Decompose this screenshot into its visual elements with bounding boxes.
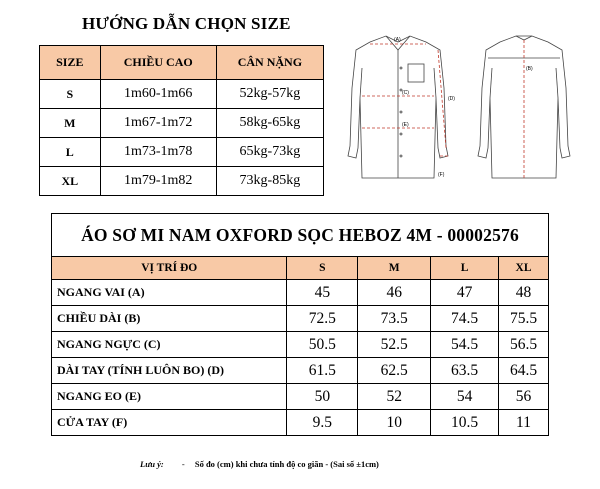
size-l-header: L <box>431 257 499 280</box>
value-m-cell: 52 <box>358 384 431 410</box>
value-xl-cell: 56.5 <box>499 332 549 358</box>
value-l-cell: 10.5 <box>431 410 499 436</box>
size-chart-header <box>40 46 324 80</box>
value-l-cell: 47 <box>431 280 499 306</box>
value-s-cell: 50 <box>287 384 358 410</box>
label-f: (F) <box>438 172 445 178</box>
height-cell: 1m79-1m82 <box>100 167 216 196</box>
measurement-header <box>52 257 549 280</box>
size-header: SIZE <box>40 46 101 80</box>
position-header: VỊ TRÍ ĐO <box>52 257 287 280</box>
note-tolerance: (Sai số ±1cm) <box>330 459 379 469</box>
size-xl-header: XL <box>499 257 549 280</box>
size-cell: XL <box>40 167 101 196</box>
position-cell: NGANG VAI (A) <box>52 280 287 306</box>
value-l-cell: 74.5 <box>431 306 499 332</box>
size-m-header: M <box>358 257 431 280</box>
value-m-cell: 46 <box>358 280 431 306</box>
position-cell: NGANG EO (E) <box>52 384 287 410</box>
value-xl-cell: 75.5 <box>499 306 549 332</box>
value-xl-cell: 11 <box>499 410 549 436</box>
table-row <box>52 384 549 410</box>
note-text: Số đo (cm) khi chưa tính độ co giãn - <box>194 459 329 469</box>
value-l-cell: 54 <box>431 384 499 410</box>
height-header: CHIỀU CAO <box>100 46 216 80</box>
table-row <box>52 280 549 306</box>
value-m-cell: 73.5 <box>358 306 431 332</box>
value-s-cell: 72.5 <box>287 306 358 332</box>
value-xl-cell: 56 <box>499 384 549 410</box>
shirt-front-illustration <box>348 36 448 178</box>
shirt-measurement-diagram <box>340 28 595 198</box>
position-cell: CHIỀU DÀI (B) <box>52 306 287 332</box>
guide-title: HƯỚNG DẪN CHỌN SIZE <box>82 14 291 33</box>
position-cell: DÀI TAY (TÍNH LUÔN BO) (D) <box>52 358 287 384</box>
value-s-cell: 9.5 <box>287 410 358 436</box>
footnote <box>140 459 379 469</box>
position-cell: CỬA TAY (F) <box>52 410 287 436</box>
value-s-cell: 45 <box>287 280 358 306</box>
height-cell: 1m60-1m66 <box>100 80 216 109</box>
table-row <box>52 410 549 436</box>
label-c: (C) <box>402 90 409 96</box>
table-row <box>40 167 324 196</box>
table-row <box>40 109 324 138</box>
note-dash: - <box>181 459 185 469</box>
value-xl-cell: 48 <box>499 280 549 306</box>
weight-header: CÂN NẶNG <box>216 46 323 80</box>
size-s-header: S <box>287 257 358 280</box>
label-e: (E) <box>402 122 409 128</box>
measurement-table <box>51 213 549 436</box>
position-cell: NGANG NGỰC (C) <box>52 332 287 358</box>
value-m-cell: 10 <box>358 410 431 436</box>
weight-cell: 52kg-57kg <box>216 80 323 109</box>
size-cell: M <box>40 109 101 138</box>
value-s-cell: 61.5 <box>287 358 358 384</box>
size-cell: S <box>40 80 101 109</box>
label-d: (D) <box>448 96 455 102</box>
product-title: ÁO SƠ MI NAM OXFORD SỌC HEBOZ 4M - 00002576 <box>52 214 549 257</box>
height-cell: 1m73-1m78 <box>100 138 216 167</box>
table-row <box>52 332 549 358</box>
table-row <box>52 306 549 332</box>
label-a: (A) <box>394 37 401 43</box>
weight-cell: 58kg-65kg <box>216 109 323 138</box>
value-s-cell: 50.5 <box>287 332 358 358</box>
value-l-cell: 54.5 <box>431 332 499 358</box>
value-m-cell: 62.5 <box>358 358 431 384</box>
value-m-cell: 52.5 <box>358 332 431 358</box>
value-l-cell: 63.5 <box>431 358 499 384</box>
value-xl-cell: 64.5 <box>499 358 549 384</box>
height-cell: 1m67-1m72 <box>100 109 216 138</box>
size-chart-table <box>39 45 324 196</box>
table-row <box>40 138 324 167</box>
weight-cell: 73kg-85kg <box>216 167 323 196</box>
label-b: (B) <box>526 66 533 72</box>
table-row <box>52 358 549 384</box>
size-cell: L <box>40 138 101 167</box>
note-label: Lưu ý: <box>140 459 164 469</box>
table-row <box>40 80 324 109</box>
weight-cell: 65kg-73kg <box>216 138 323 167</box>
